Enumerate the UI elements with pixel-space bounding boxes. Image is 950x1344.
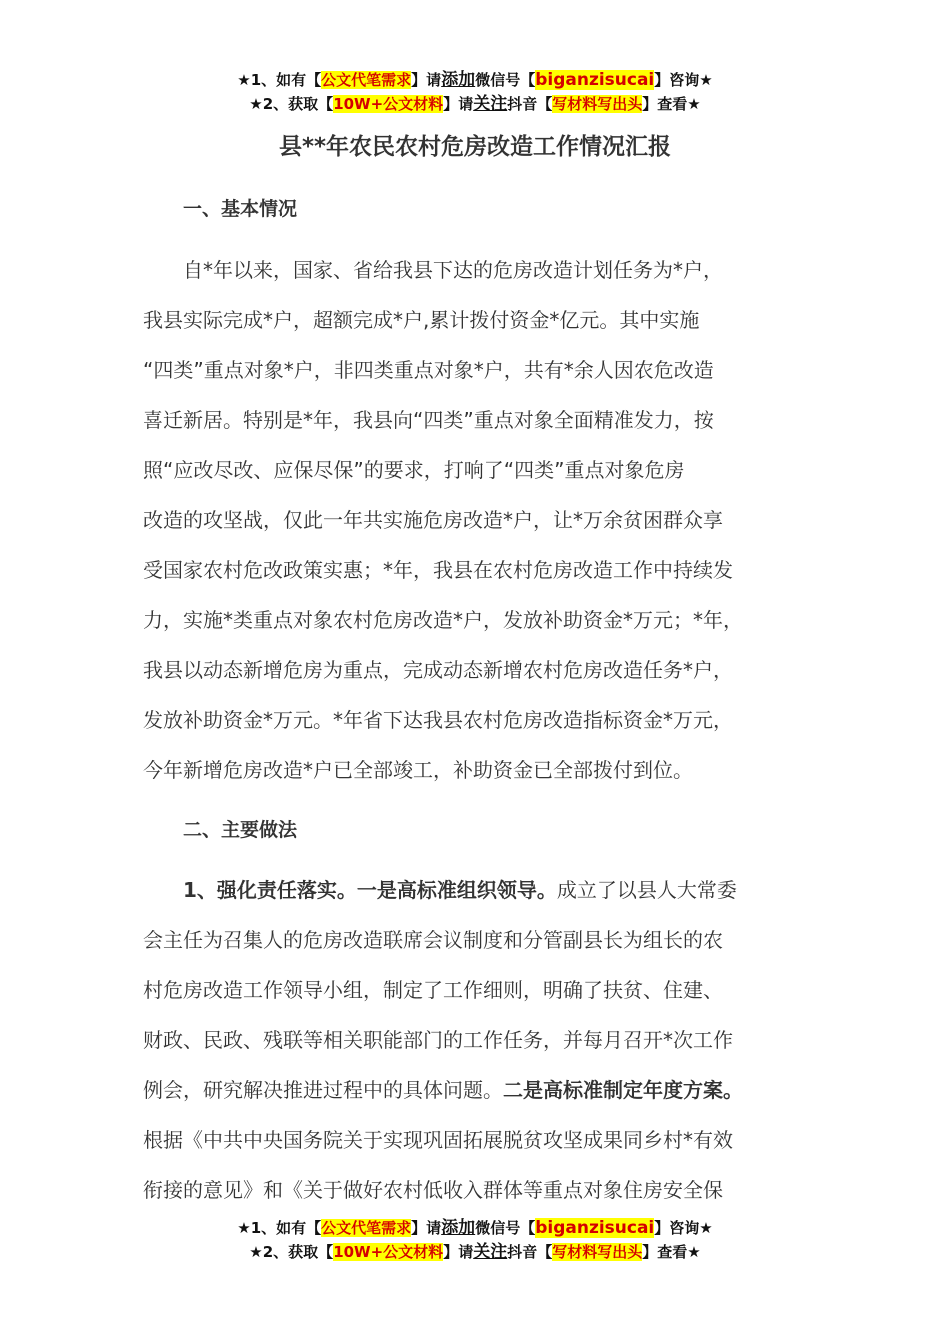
promo-line-2 (0, 1240, 950, 1264)
promo-highlight-wechat-id: biganzisucai (535, 70, 655, 90)
bold-lead: 二是高标准制定年度方案。 (503, 1078, 743, 1102)
promo-text: 】查看★ (642, 1243, 701, 1261)
promo-text: 抖音【 (507, 1243, 553, 1261)
promo-highlight: 10W+公文材料 (333, 95, 444, 113)
paragraph-line: 财政、民政、残联等相关职能部门的工作任务，并每月召开*次工作 (143, 1028, 733, 1052)
paragraph-line: “四类”重点对象*户，非四类重点对象*户，共有*余人因农危改造 (143, 358, 714, 382)
paragraph-line: 受国家农村危改政策实惠；*年，我县在农村危房改造工作中持续发 (143, 558, 733, 582)
promo-line-1 (0, 68, 950, 92)
paragraph-line: 发放补助资金*万元。*年省下达我县农村危房改造指标资金*万元， (143, 708, 733, 732)
promo-highlight: 公文代笔需求 (321, 1219, 412, 1237)
bottom-promo-banner (0, 1216, 950, 1264)
promo-line-2 (0, 92, 950, 116)
line-text: 成立了以县人大常委 (556, 878, 737, 902)
promo-text: 微信号【 (475, 1219, 536, 1237)
promo-highlight-account: 写材料写出头 (552, 1243, 643, 1261)
section-heading-basic-situation: 一、基本情况 (183, 198, 298, 220)
promo-text: 】请 (411, 1219, 442, 1237)
promo-text: 抖音【 (507, 95, 553, 113)
promo-highlight-wechat-id: biganzisucai (535, 1218, 655, 1238)
paragraph-line: 自*年以来，国家、省给我县下达的危房改造计划任务为*户， (183, 258, 723, 282)
paragraph-line: 改造的攻坚战，仅此一年共实施危房改造*户，让*万余贫困群众享 (143, 508, 723, 532)
promo-underline: 添加 (441, 70, 476, 90)
promo-text: 微信号【 (475, 71, 536, 89)
paragraph-main-practices (143, 865, 833, 1215)
paragraph-line (143, 865, 833, 915)
paragraph-line (143, 1065, 833, 1115)
paragraph-line: 我县实际完成*户，超额完成*户,累计拨付资金*亿元。其中实施 (143, 308, 700, 332)
promo-text: ★1、如有【 (237, 1219, 322, 1237)
paragraph-basic-situation (143, 245, 833, 795)
promo-text: 】请 (411, 71, 442, 89)
promo-highlight: 10W+公文材料 (333, 1243, 444, 1261)
promo-line-1 (0, 1216, 950, 1240)
paragraph-line: 会主任为召集人的危房改造联席会议制度和分管副县长为组长的农 (143, 928, 723, 952)
paragraph-line: 根据《中共中央国务院关于实现巩固拓展脱贫攻坚成果同乡村*有效 (143, 1128, 733, 1152)
paragraph-line: 衔接的意见》和《关于做好农村低收入群体等重点对象住房安全保 (143, 1178, 723, 1202)
promo-text: 】咨询★ (654, 71, 713, 89)
paragraph-line: 我县以动态新增危房为重点，完成动态新增农村危房改造任务*户， (143, 658, 733, 682)
promo-highlight: 公文代笔需求 (321, 71, 412, 89)
top-promo-banner (0, 68, 950, 116)
promo-highlight-account: 写材料写出头 (552, 95, 643, 113)
promo-text: 】请 (443, 1243, 474, 1261)
promo-underline: 关注 (473, 1242, 508, 1262)
promo-underline: 关注 (473, 94, 508, 114)
section-heading-main-practices: 二、主要做法 (183, 819, 298, 841)
promo-text: 】咨询★ (654, 1219, 713, 1237)
promo-underline: 添加 (441, 1218, 476, 1238)
paragraph-line: 喜迁新居。特别是*年，我县向“四类”重点对象全面精准发力，按 (143, 408, 714, 432)
paragraph-line: 村危房改造工作领导小组，制定了工作细则，明确了扶贫、住建、 (143, 978, 723, 1002)
promo-text: 】查看★ (642, 95, 701, 113)
line-text: 例会，研究解决推进过程中的具体问题。 (143, 1078, 503, 1102)
promo-text: 】请 (443, 95, 474, 113)
promo-text: ★1、如有【 (237, 71, 322, 89)
bold-lead: 1、强化责任落实。一是高标准组织领导。 (183, 878, 557, 902)
document-title: 县**年农民农村危房改造工作情况汇报 (278, 134, 672, 160)
paragraph-line: 力，实施*类重点对象农村危房改造*户，发放补助资金*万元；*年， (143, 608, 743, 632)
promo-text: ★2、获取【 (249, 1243, 334, 1261)
promo-text: ★2、获取【 (249, 95, 334, 113)
paragraph-line: 照“应改尽改、应保尽保”的要求，打响了“四类”重点对象危房 (143, 458, 685, 482)
paragraph-line: 今年新增危房改造*户已全部竣工，补助资金已全部拨付到位。 (143, 758, 693, 782)
